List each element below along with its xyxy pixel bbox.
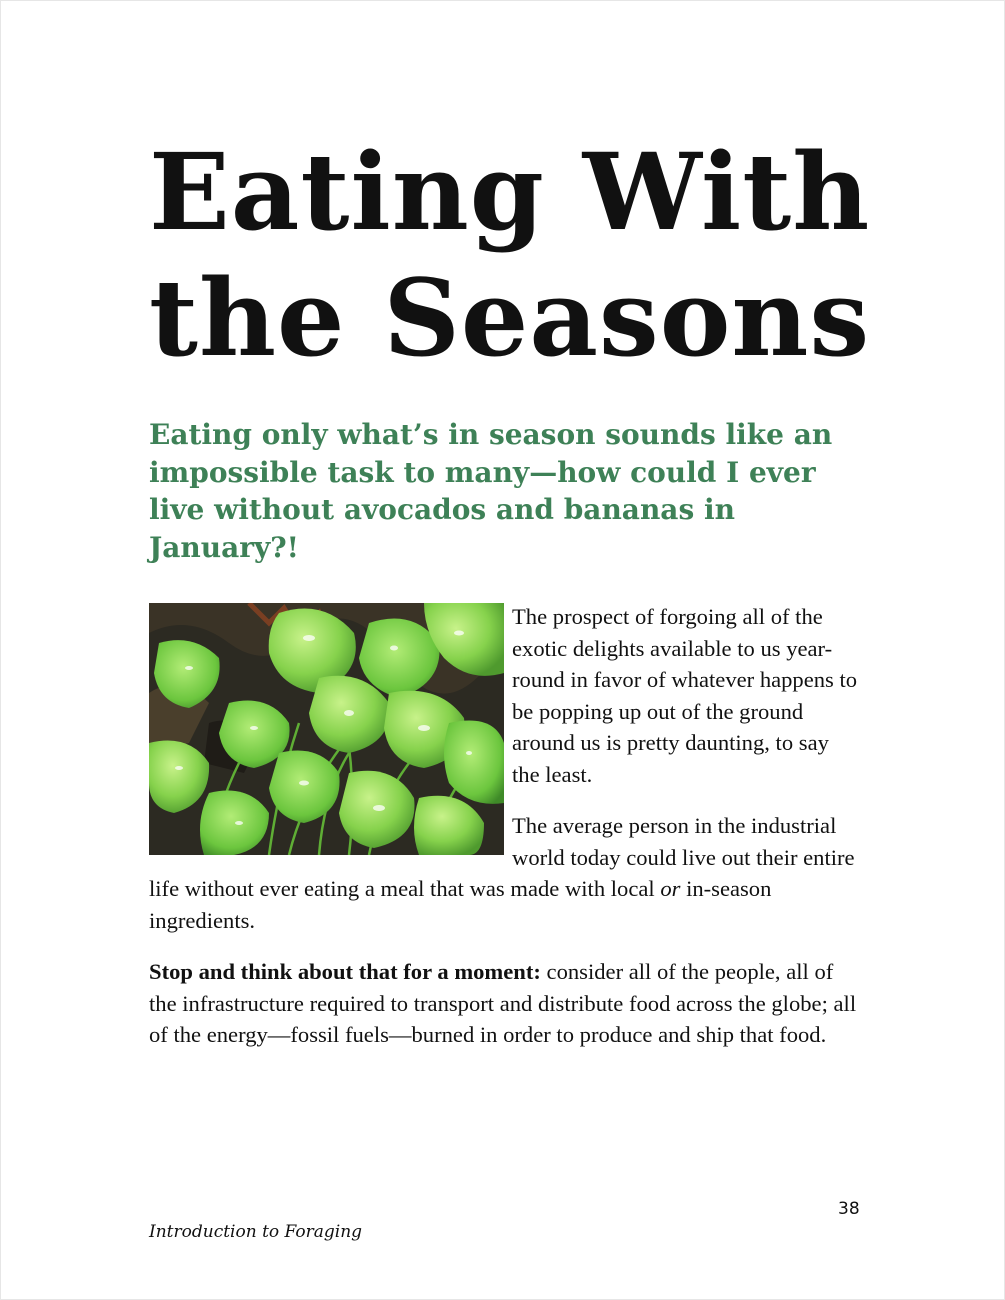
paragraph-2-text-end: in-season ingredients.	[149, 876, 772, 933]
subtitle: Eating only what’s in season sounds like an impossible task to many—how could I ever live without avocados and bananas in January?!	[149, 418, 833, 564]
paragraph-1: The prospect of forgoing all of the exotic delights available to us year-round in favor of whatever happens to be popping up out of the ground around us is pretty daunting, to say the least.	[512, 604, 858, 787]
page-number: 38	[838, 1199, 860, 1219]
paragraph-3-text: consider all of the people, all of the infrastructure required to transport and distribute food across the globe; all of the energy—fossil fuels—burned in order to produce and ship that food.	[149, 959, 857, 1047]
paragraph-3	[149, 956, 861, 1051]
paragraph-2-emphasis: or	[660, 876, 681, 901]
paragraph-2-text: The average person in the industrial world today could live out their entire life without ever eating a meal that was made with local	[149, 813, 855, 901]
title-line-2: the Seasons	[149, 255, 871, 380]
footer-book-title: Introduction to Foraging	[149, 1222, 363, 1242]
paragraph-3-lead: Stop and think about that for a moment:	[149, 959, 541, 984]
title-line-1: Eating With	[149, 129, 871, 254]
foraging-photo	[149, 603, 504, 855]
page-title	[149, 129, 870, 381]
body-text	[149, 601, 861, 1071]
